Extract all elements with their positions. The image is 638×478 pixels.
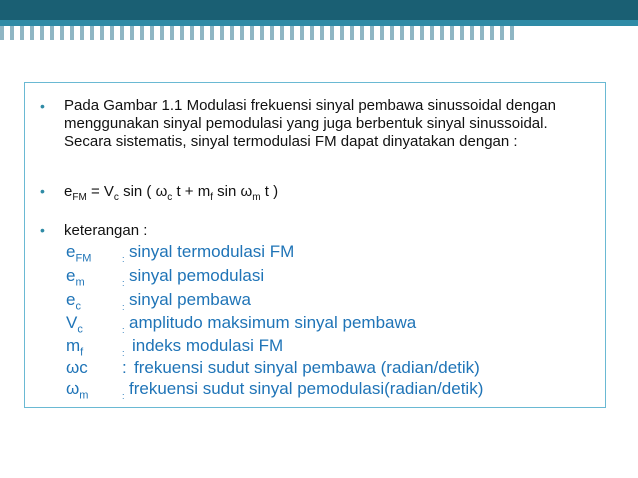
bullet-dot-icon: •: [40, 98, 45, 114]
legend-colon: :: [122, 348, 125, 358]
legend-description: amplitudo maksimum sinyal pembawa: [129, 313, 417, 332]
paragraph-line-2: menggunakan sinyal pemodulasi yang juga berbentuk sinyal sinussoidal.: [64, 115, 548, 132]
legend-symbol: $e_c$: [66, 290, 81, 313]
legend-description: indeks modulasi FM: [132, 336, 284, 355]
legend-description: frekuensi sudut sinyal pemodulasi(radian/detik): [129, 379, 484, 398]
legend-symbol: $e_m$: [66, 266, 85, 289]
legend-description: sinyal termodulasi FM: [129, 242, 295, 261]
legend-symbol: ωc: [66, 358, 88, 377]
paragraph-line-1: Pada Gambar 1.1 Modulasi frekuensi sinyal pembawa sinussoidal dengan: [64, 97, 556, 114]
legend-description: sinyal pemodulasi: [129, 266, 265, 285]
legend-symbol: $V_c$: [66, 313, 83, 336]
legend-colon: :: [122, 302, 125, 312]
legend-colon: :: [122, 278, 125, 288]
legend-colon: :: [122, 391, 125, 401]
fm-equation: $e_{FM} = V_c$ sin ( $\omega_c$ $t + m_f$ $\sin \omega_m$ t ): [64, 183, 279, 203]
legend-colon: :: [122, 254, 125, 264]
bullet-dot-icon: •: [40, 222, 45, 238]
legend-symbol: $m_f$: [66, 336, 84, 359]
header-dots: [0, 26, 638, 40]
legend-symbol: $\omega_m$: [66, 379, 89, 402]
legend-colon: :: [122, 325, 125, 335]
legend-description: sinyal pembawa: [129, 290, 251, 309]
bullet-dot-icon: •: [40, 183, 45, 199]
legend-colon: :: [122, 358, 127, 377]
keterangan-title: keterangan :: [64, 222, 148, 239]
legend-description: frekuensi sudut sinyal pembawa (radian/detik): [134, 358, 480, 377]
paragraph-line-3: Secara sistematis, sinyal termodulasi FM dapat dinyatakan dengan :: [64, 133, 518, 150]
header-bar: [0, 0, 638, 20]
legend-symbol: $e_{FM}$: [66, 242, 92, 265]
